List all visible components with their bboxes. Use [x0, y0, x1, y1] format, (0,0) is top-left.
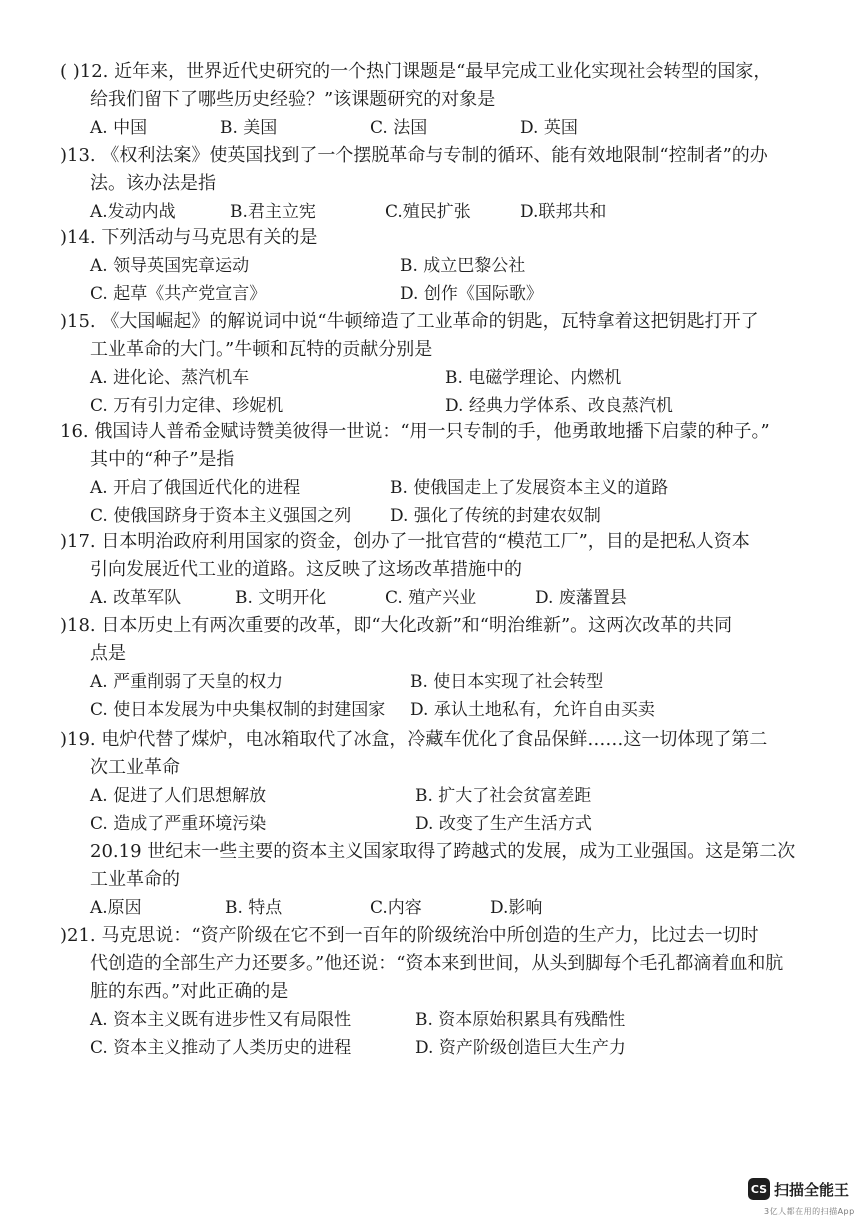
options-row: [60, 810, 820, 838]
options-row: [60, 364, 820, 392]
question-13: [60, 142, 820, 226]
options-row: [60, 474, 820, 502]
option-c: C. 万有引力定律、珍妮机: [90, 396, 284, 416]
question-20: [60, 838, 820, 922]
option-c: C.内容: [370, 898, 422, 918]
option-b: B. 使日本实现了社会转型: [410, 672, 604, 692]
stem-line: )21. 马克思说：“资产阶级在它不到一百年的阶级统治中所创造的生产力，比过去一切时: [60, 925, 759, 946]
stem-line: 代创造的全部生产力还要多。”他还说：“资本来到世间，从头到脚每个毛孔都滴着血和肮: [90, 953, 784, 974]
option-d: D. 改变了生产生活方式: [415, 814, 592, 834]
options-row: [60, 198, 820, 226]
option-d: D.影响: [490, 898, 543, 918]
question-12: [60, 58, 820, 142]
option-b: B.君主立宪: [230, 202, 316, 222]
options-row: [60, 114, 820, 142]
stem-line: 20.19 世纪末一些主要的资本主义国家取得了跨越式的发展，成为工业强国。这是第二次: [90, 841, 796, 862]
question-stem: [60, 418, 820, 474]
stem-line: 法。该办法是指: [90, 173, 216, 194]
stem-line: 16. 俄国诗人普希金赋诗赞美彼得一世说：“用一只专制的手，他勇敢地播下启蒙的种子。”: [60, 421, 770, 442]
options-row: [60, 502, 820, 530]
stem-line: 其中的“种子”是指: [90, 449, 235, 470]
option-a: A. 进化论、蒸汽机车: [90, 368, 250, 388]
options-row: [60, 392, 820, 420]
option-b: B. 使俄国走上了发展资本主义的道路: [390, 478, 669, 498]
option-b: B. 美国: [220, 118, 278, 138]
stem-line: )19. 电炉代替了煤炉，电冰箱取代了冰盒，冷藏车优化了食品保鲜……这一切体现了第二: [60, 729, 768, 750]
stem-line: )14. 下列活动与马克思有关的是: [60, 227, 318, 248]
option-b: B. 文明开化: [235, 588, 327, 608]
options-row: [60, 252, 820, 280]
question-stem: [60, 528, 820, 584]
question-stem: [60, 612, 820, 668]
options-row: [60, 696, 820, 724]
options-row: [60, 280, 820, 308]
stem-line: 给我们留下了哪些历史经验？”该课题研究的对象是: [90, 89, 496, 110]
option-c: C. 起草《共产党宣言》: [90, 284, 267, 304]
option-b: B. 成立巴黎公社: [400, 256, 526, 276]
question-19: [60, 726, 820, 838]
option-c: C. 法国: [370, 118, 428, 138]
option-a: A. 资本主义既有进步性又有局限性: [90, 1010, 352, 1030]
logo-name: 扫描全能王: [774, 1180, 850, 1199]
stem-line: 工业革命的大门。”牛顿和瓦特的贡献分别是: [90, 339, 433, 360]
question-stem: [60, 58, 820, 114]
stem-line: )13. 《权利法案》使英国找到了一个摆脱革命与专制的循环、能有效地限制“控制者”的办: [60, 145, 768, 166]
option-d: D. 经典力学体系、改良蒸汽机: [445, 396, 673, 416]
question-stem: [60, 838, 820, 894]
logo-subtitle: 3亿人都在用的扫描App: [764, 1207, 855, 1216]
question-14: [60, 224, 820, 308]
stem-line: )18. 日本历史上有两次重要的改革，即“大化改新”和“明治维新”。这两次改革的共同: [60, 615, 733, 636]
question-21: [60, 922, 820, 1062]
option-a: A. 开启了俄国近代化的进程: [90, 478, 301, 498]
question-16: [60, 418, 820, 530]
option-c: C. 殖产兴业: [385, 588, 477, 608]
stem-line: 工业革命的: [90, 869, 180, 890]
option-b: B. 资本原始积累具有残酷性: [415, 1010, 626, 1030]
option-a: A. 改革军队: [90, 588, 182, 608]
scanner-watermark-logo: [748, 1178, 849, 1200]
option-a: A. 中国: [90, 118, 148, 138]
option-a: A. 促进了人们思想解放: [90, 786, 267, 806]
stem-line: 次工业革命: [90, 757, 180, 778]
option-a: A.原因: [90, 898, 142, 918]
option-b: B. 扩大了社会贫富差距: [415, 786, 592, 806]
option-a: A.发动内战: [90, 202, 176, 222]
option-d: D. 创作《国际歌》: [400, 284, 543, 304]
option-c: C.殖民扩张: [385, 202, 471, 222]
option-a: A. 领导英国宪章运动: [90, 256, 250, 276]
stem-line: 点是: [90, 643, 126, 664]
question-18: [60, 612, 820, 724]
option-d: D. 废藩置县: [535, 588, 627, 608]
option-d: D. 英国: [520, 118, 578, 138]
question-stem: [60, 726, 820, 782]
options-row: [60, 668, 820, 696]
option-b: B. 电磁学理论、内燃机: [445, 368, 622, 388]
stem-line: 脏的东西。”对此正确的是: [90, 981, 289, 1002]
options-row: [60, 1006, 820, 1034]
options-row: [60, 584, 820, 612]
stem-line: )17. 日本明治政府利用国家的资金，创办了一批官营的“模范工厂”，目的是把私人资本: [60, 531, 750, 552]
stem-line: 引向发展近代工业的道路。这反映了这场改革措施中的: [90, 559, 522, 580]
camscanner-logo-icon: CS: [748, 1178, 770, 1200]
question-stem: [60, 224, 820, 252]
option-d: D. 强化了传统的封建农奴制: [390, 506, 601, 526]
question-stem: [60, 922, 820, 1006]
options-row: [60, 894, 820, 922]
option-d: D. 承认土地私有，允许自由买卖: [410, 700, 655, 720]
question-stem: [60, 308, 820, 364]
question-17: [60, 528, 820, 612]
option-c: C. 造成了严重环境污染: [90, 814, 267, 834]
stem-line: )15. 《大国崛起》的解说词中说“牛顿缔造了工业革命的钥匙，瓦特拿着这把钥匙打开了: [60, 311, 759, 332]
option-d: D. 资产阶级创造巨大生产力: [415, 1038, 626, 1058]
options-row: [60, 782, 820, 810]
option-b: B. 特点: [225, 898, 283, 918]
option-d: D.联邦共和: [520, 202, 607, 222]
option-c: C. 使俄国跻身于资本主义强国之列: [90, 506, 352, 526]
options-row: [60, 1034, 820, 1062]
option-a: A. 严重削弱了天皇的权力: [90, 672, 284, 692]
stem-line: ( )12. 近年来，世界近代史研究的一个热门课题是“最早完成工业化实现社会转型的国家，: [60, 61, 772, 82]
question-stem: [60, 142, 820, 198]
option-c: C. 资本主义推动了人类历史的进程: [90, 1038, 352, 1058]
question-15: [60, 308, 820, 420]
option-c: C. 使日本发展为中央集权制的封建国家: [90, 700, 386, 720]
